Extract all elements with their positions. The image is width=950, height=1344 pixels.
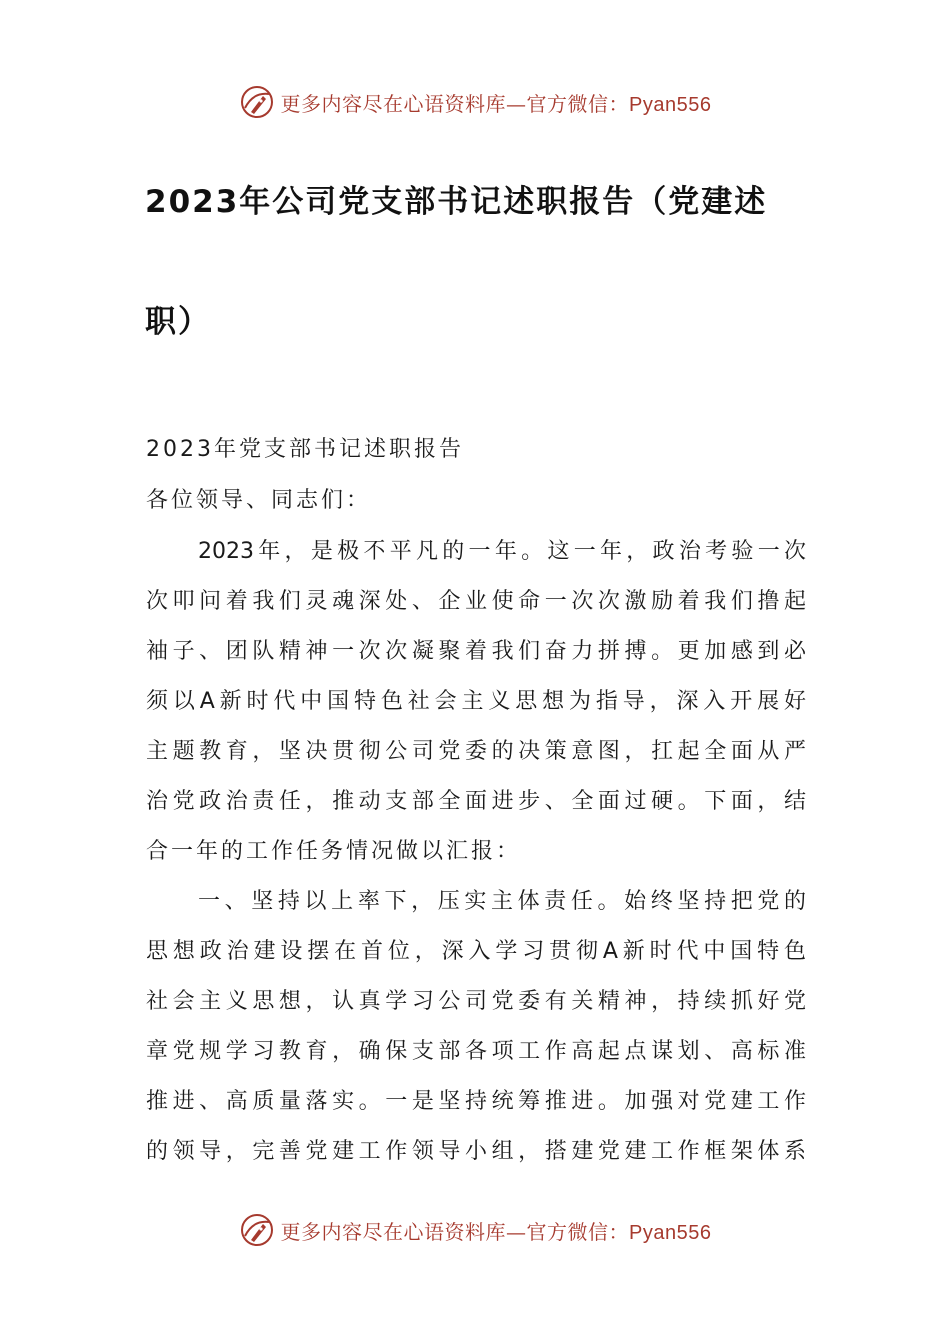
paragraph-line: 章党规学习教育，确保支部各项工作高起点谋划、高标准 bbox=[146, 1039, 806, 1064]
watermark-label: 更多内容尽在心语资料库—官方微信： bbox=[280, 91, 630, 116]
paragraph-line: 社会主义思想，认真学习公司党委有关精神，持续抓好党 bbox=[146, 989, 806, 1014]
watermark-wechat-id: Pyan556 bbox=[629, 1221, 712, 1244]
document-body bbox=[146, 0, 806, 1344]
report-subtitle: 2023年党支部书记述职报告 bbox=[146, 437, 464, 462]
paragraph-line: 次叩问着我们灵魂深处、企业使命一次次激励着我们撸起 bbox=[146, 589, 806, 614]
paragraph-line: 思想政治建设摆在首位，深入学习贯彻A新时代中国特色 bbox=[146, 939, 806, 964]
watermark-wechat-id: Pyan556 bbox=[629, 93, 712, 116]
watermark-text bbox=[281, 1216, 712, 1245]
paragraph-line: 须以A新时代中国特色社会主义思想为指导，深入开展好 bbox=[146, 689, 806, 714]
paragraph-line: 的领导，完善党建工作领导小组，搭建党建工作框架体系 bbox=[146, 1139, 806, 1164]
paragraph-line: 推进、高质量落实。一是坚持统筹推进。加强对党建工作 bbox=[146, 1089, 806, 1114]
paragraph-line: 主题教育，坚决贯彻公司党委的决策意图，扛起全面从严 bbox=[146, 739, 806, 764]
paragraph-line: 袖子、团队精神一次次凝聚着我们奋力拼搏。更加感到必 bbox=[146, 639, 806, 664]
paragraph-line: 治党政治责任，推动支部全面进步、全面过硬。下面，结 bbox=[146, 789, 806, 814]
document-title-line-1: 2023年公司党支部书记述职报告（党建述 bbox=[145, 184, 768, 220]
paragraph-line: 一、坚持以上率下，压实主体责任。始终坚持把党的 bbox=[198, 889, 806, 914]
footer-watermark bbox=[0, 1210, 950, 1250]
watermark-label: 更多内容尽在心语资料库—官方微信： bbox=[280, 1219, 630, 1244]
pen-nib-logo-icon bbox=[239, 1212, 275, 1248]
salutation: 各位领导、同志们： bbox=[146, 488, 372, 513]
paragraph-line: 合一年的工作任务情况做以汇报： bbox=[146, 839, 522, 864]
paragraph-line: 2023年，是极不平凡的一年。这一年，政治考验一次 bbox=[198, 539, 806, 564]
document-title-line-2: 职） bbox=[145, 304, 211, 340]
